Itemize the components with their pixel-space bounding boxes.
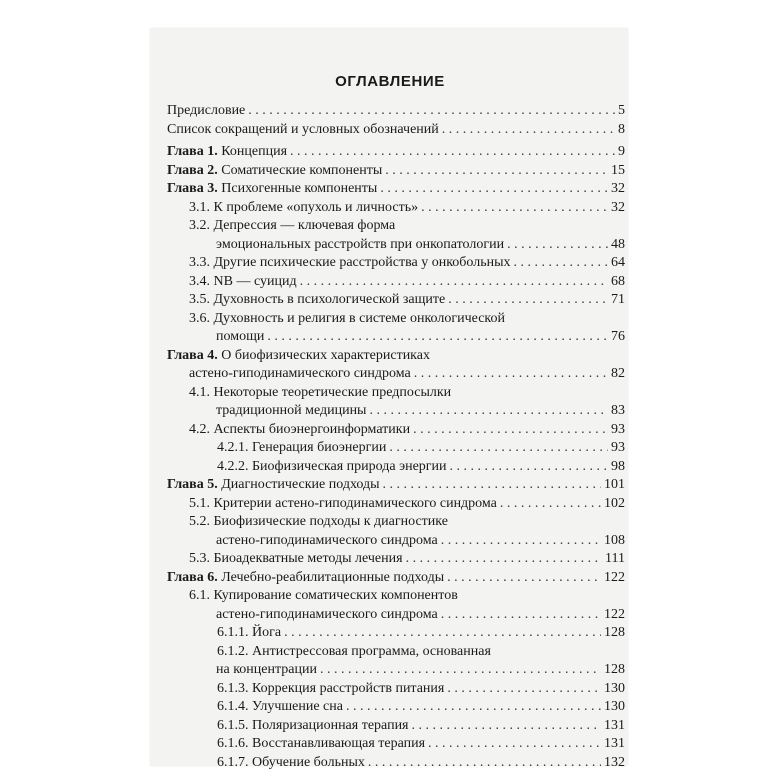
toc-entry	[167, 476, 625, 495]
toc-entry	[167, 680, 625, 699]
toc-entry-title: 3.6. Духовность и религия в системе онкологической	[189, 310, 505, 326]
toc-entry	[167, 291, 625, 310]
page-number: 132	[604, 754, 625, 770]
toc-entry-title: 3.4. NB — суицид	[189, 273, 297, 289]
toc-entry-title: 6.1.4. Улучшение сна	[217, 699, 343, 714]
leader-dots	[507, 236, 608, 255]
toc-entry-title: 3.5. Духовность в психологической защите	[189, 292, 446, 307]
toc-entry-title: эмоциональных расстройств при онкопатологии	[216, 236, 505, 252]
toc-entry-title: 5.3. Биоадекватные методы лечения	[189, 551, 403, 566]
leader-dots	[447, 569, 601, 588]
toc-entry-title: 6.1.3. Коррекция расстройств питания	[217, 680, 445, 696]
page-number: 76	[611, 329, 625, 344]
page-number: 93	[611, 440, 625, 455]
leader-dots	[500, 495, 601, 514]
leader-dots	[380, 180, 608, 199]
page-number: 71	[611, 292, 625, 307]
toc-entry-title: на концентрации	[216, 662, 317, 677]
page-number: 9	[618, 144, 625, 159]
page-number: 131	[604, 736, 625, 751]
chapter-number: Глава 3.	[167, 181, 218, 196]
leader-dots	[300, 273, 608, 292]
toc-entry	[167, 102, 625, 121]
toc-entry	[167, 643, 625, 680]
chapter-number: Глава 4.	[167, 347, 218, 363]
page-number: 102	[604, 495, 625, 511]
toc-entry-title: Глава 2. Соматические компоненты	[167, 162, 383, 178]
chapter-number: Глава 2.	[167, 162, 218, 178]
page-title: ОГЛАВЛЕНИЕ	[335, 73, 445, 90]
toc-entry-title: 6.1.1. Йога	[217, 625, 282, 640]
page-number: 128	[604, 662, 625, 677]
page-number: 131	[604, 717, 625, 733]
toc-entry	[167, 495, 625, 514]
toc-entry-title: Глава 4. О биофизических характеристиках	[167, 347, 430, 363]
toc-entry-title: 5.2. Биофизические подходы к диагностике	[189, 514, 448, 529]
toc-entry-title: помощи	[216, 329, 265, 344]
toc-entry-title: 6.1.2. Антистрессовая программа, основанная	[217, 643, 491, 659]
page-number: 93	[611, 421, 625, 437]
leader-dots	[414, 365, 608, 384]
leader-dots	[412, 717, 602, 736]
leader-dots	[421, 199, 608, 218]
toc-entry-title: Глава 5. Диагностические подходы	[167, 477, 380, 492]
chapter-number: Глава 6.	[167, 569, 218, 585]
toc-entry-title: астено-гиподинамического синдрома	[216, 532, 438, 548]
toc-entry-title: 5.1. Критерии астено-гиподинамического синдрома	[189, 495, 497, 511]
toc-entry	[167, 254, 625, 273]
leader-dots	[450, 458, 608, 477]
leader-dots	[320, 661, 601, 680]
toc-entry	[167, 587, 625, 624]
leader-dots	[290, 143, 615, 162]
page-number: 98	[611, 458, 625, 474]
toc-entry-title: 3.3. Другие психические расстройства у онкобольных	[189, 255, 511, 270]
leader-dots	[346, 698, 601, 717]
leader-dots	[514, 254, 608, 273]
leader-dots	[441, 606, 601, 625]
toc-entry-title: астено-гиподинамического синдрома	[216, 606, 438, 622]
toc-entry	[167, 421, 625, 440]
toc-entry-title: Глава 6. Лечебно-реабилитационные подходы	[167, 569, 445, 585]
leader-dots	[248, 102, 615, 121]
toc-entry	[167, 624, 625, 643]
leader-dots	[448, 291, 608, 310]
toc-entry	[167, 384, 625, 421]
toc-entry	[167, 143, 625, 162]
toc-entry	[167, 199, 625, 218]
toc-entry	[167, 569, 625, 588]
page-number: 32	[611, 199, 625, 215]
page-number: 32	[611, 181, 625, 196]
page-number: 82	[611, 366, 625, 381]
toc-entry-title: Предисловие	[167, 103, 246, 118]
page-number: 5	[618, 103, 625, 118]
page-number: 130	[604, 699, 625, 714]
leader-dots	[428, 735, 601, 754]
toc-entry-title: астено-гиподинамического синдрома	[189, 366, 411, 381]
leader-dots	[406, 550, 602, 569]
table-of-contents	[167, 102, 625, 772]
page-number: 101	[604, 477, 625, 492]
toc-entry	[167, 717, 625, 736]
toc-entry	[167, 513, 625, 550]
page-number: 48	[611, 236, 625, 252]
toc-entry-title: 3.2. Депрессия — ключевая форма	[189, 218, 396, 233]
toc-entry-title: Глава 1. Концепция	[167, 144, 288, 159]
chapter-number: Глава 1.	[167, 144, 218, 159]
toc-entry	[167, 121, 625, 140]
page-number: 111	[605, 551, 625, 566]
toc-entry-title: 3.1. К проблеме «опухоль и личность»	[189, 199, 419, 215]
page-number: 130	[604, 680, 625, 696]
toc-entry	[167, 698, 625, 717]
toc-entry-title: 6.1. Купирование соматических компонентов	[189, 588, 458, 603]
toc-entry	[167, 180, 625, 199]
toc-entry-title: 6.1.7. Обучение больных	[217, 754, 365, 770]
leader-dots	[368, 754, 601, 773]
toc-entry	[167, 550, 625, 569]
leader-dots	[267, 328, 608, 347]
page-number: 122	[604, 606, 625, 622]
leader-dots	[442, 121, 615, 140]
toc-entry-title: 6.1.5. Поляризационная терапия	[217, 717, 409, 733]
toc-entry-title: 6.1.6. Восстанавливающая терапия	[217, 736, 426, 751]
leader-dots	[369, 402, 608, 421]
page-number: 108	[604, 532, 625, 548]
toc-entry-title: 4.2.1. Генерация биоэнергии	[217, 440, 387, 455]
toc-entry	[167, 735, 625, 754]
chapter-number: Глава 5.	[167, 477, 218, 492]
toc-entry	[167, 273, 625, 292]
leader-dots	[413, 421, 608, 440]
toc-entry	[167, 754, 625, 773]
leader-dots	[383, 476, 601, 495]
page-number: 8	[618, 121, 625, 137]
leader-dots	[389, 439, 608, 458]
leader-dots	[385, 162, 608, 181]
leader-dots	[441, 532, 601, 551]
toc-entry	[167, 347, 625, 384]
toc-entry-title: 4.2.2. Биофизическая природа энергии	[217, 458, 447, 474]
toc-entry	[167, 439, 625, 458]
toc-entry	[167, 162, 625, 181]
toc-entry-title: традиционной медицины	[216, 403, 367, 418]
toc-entry	[167, 458, 625, 477]
toc-entry-title: 4.2. Аспекты биоэнергоинформатики	[189, 421, 411, 437]
leader-dots	[284, 624, 601, 643]
page-number: 15	[611, 162, 625, 178]
toc-entry-title: Глава 3. Психогенные компоненты	[167, 181, 378, 196]
toc-entry-title: 4.1. Некоторые теоретические предпосылки	[189, 384, 452, 400]
leader-dots	[447, 680, 601, 699]
page-number: 128	[604, 625, 625, 640]
toc-entry	[167, 310, 625, 347]
page-number: 83	[611, 403, 625, 418]
toc-entry	[167, 217, 625, 254]
page-number: 64	[611, 255, 625, 270]
toc-entry-title: Список сокращений и условных обозначений	[167, 121, 439, 137]
page-number: 122	[604, 569, 625, 585]
page-number: 68	[611, 273, 625, 289]
